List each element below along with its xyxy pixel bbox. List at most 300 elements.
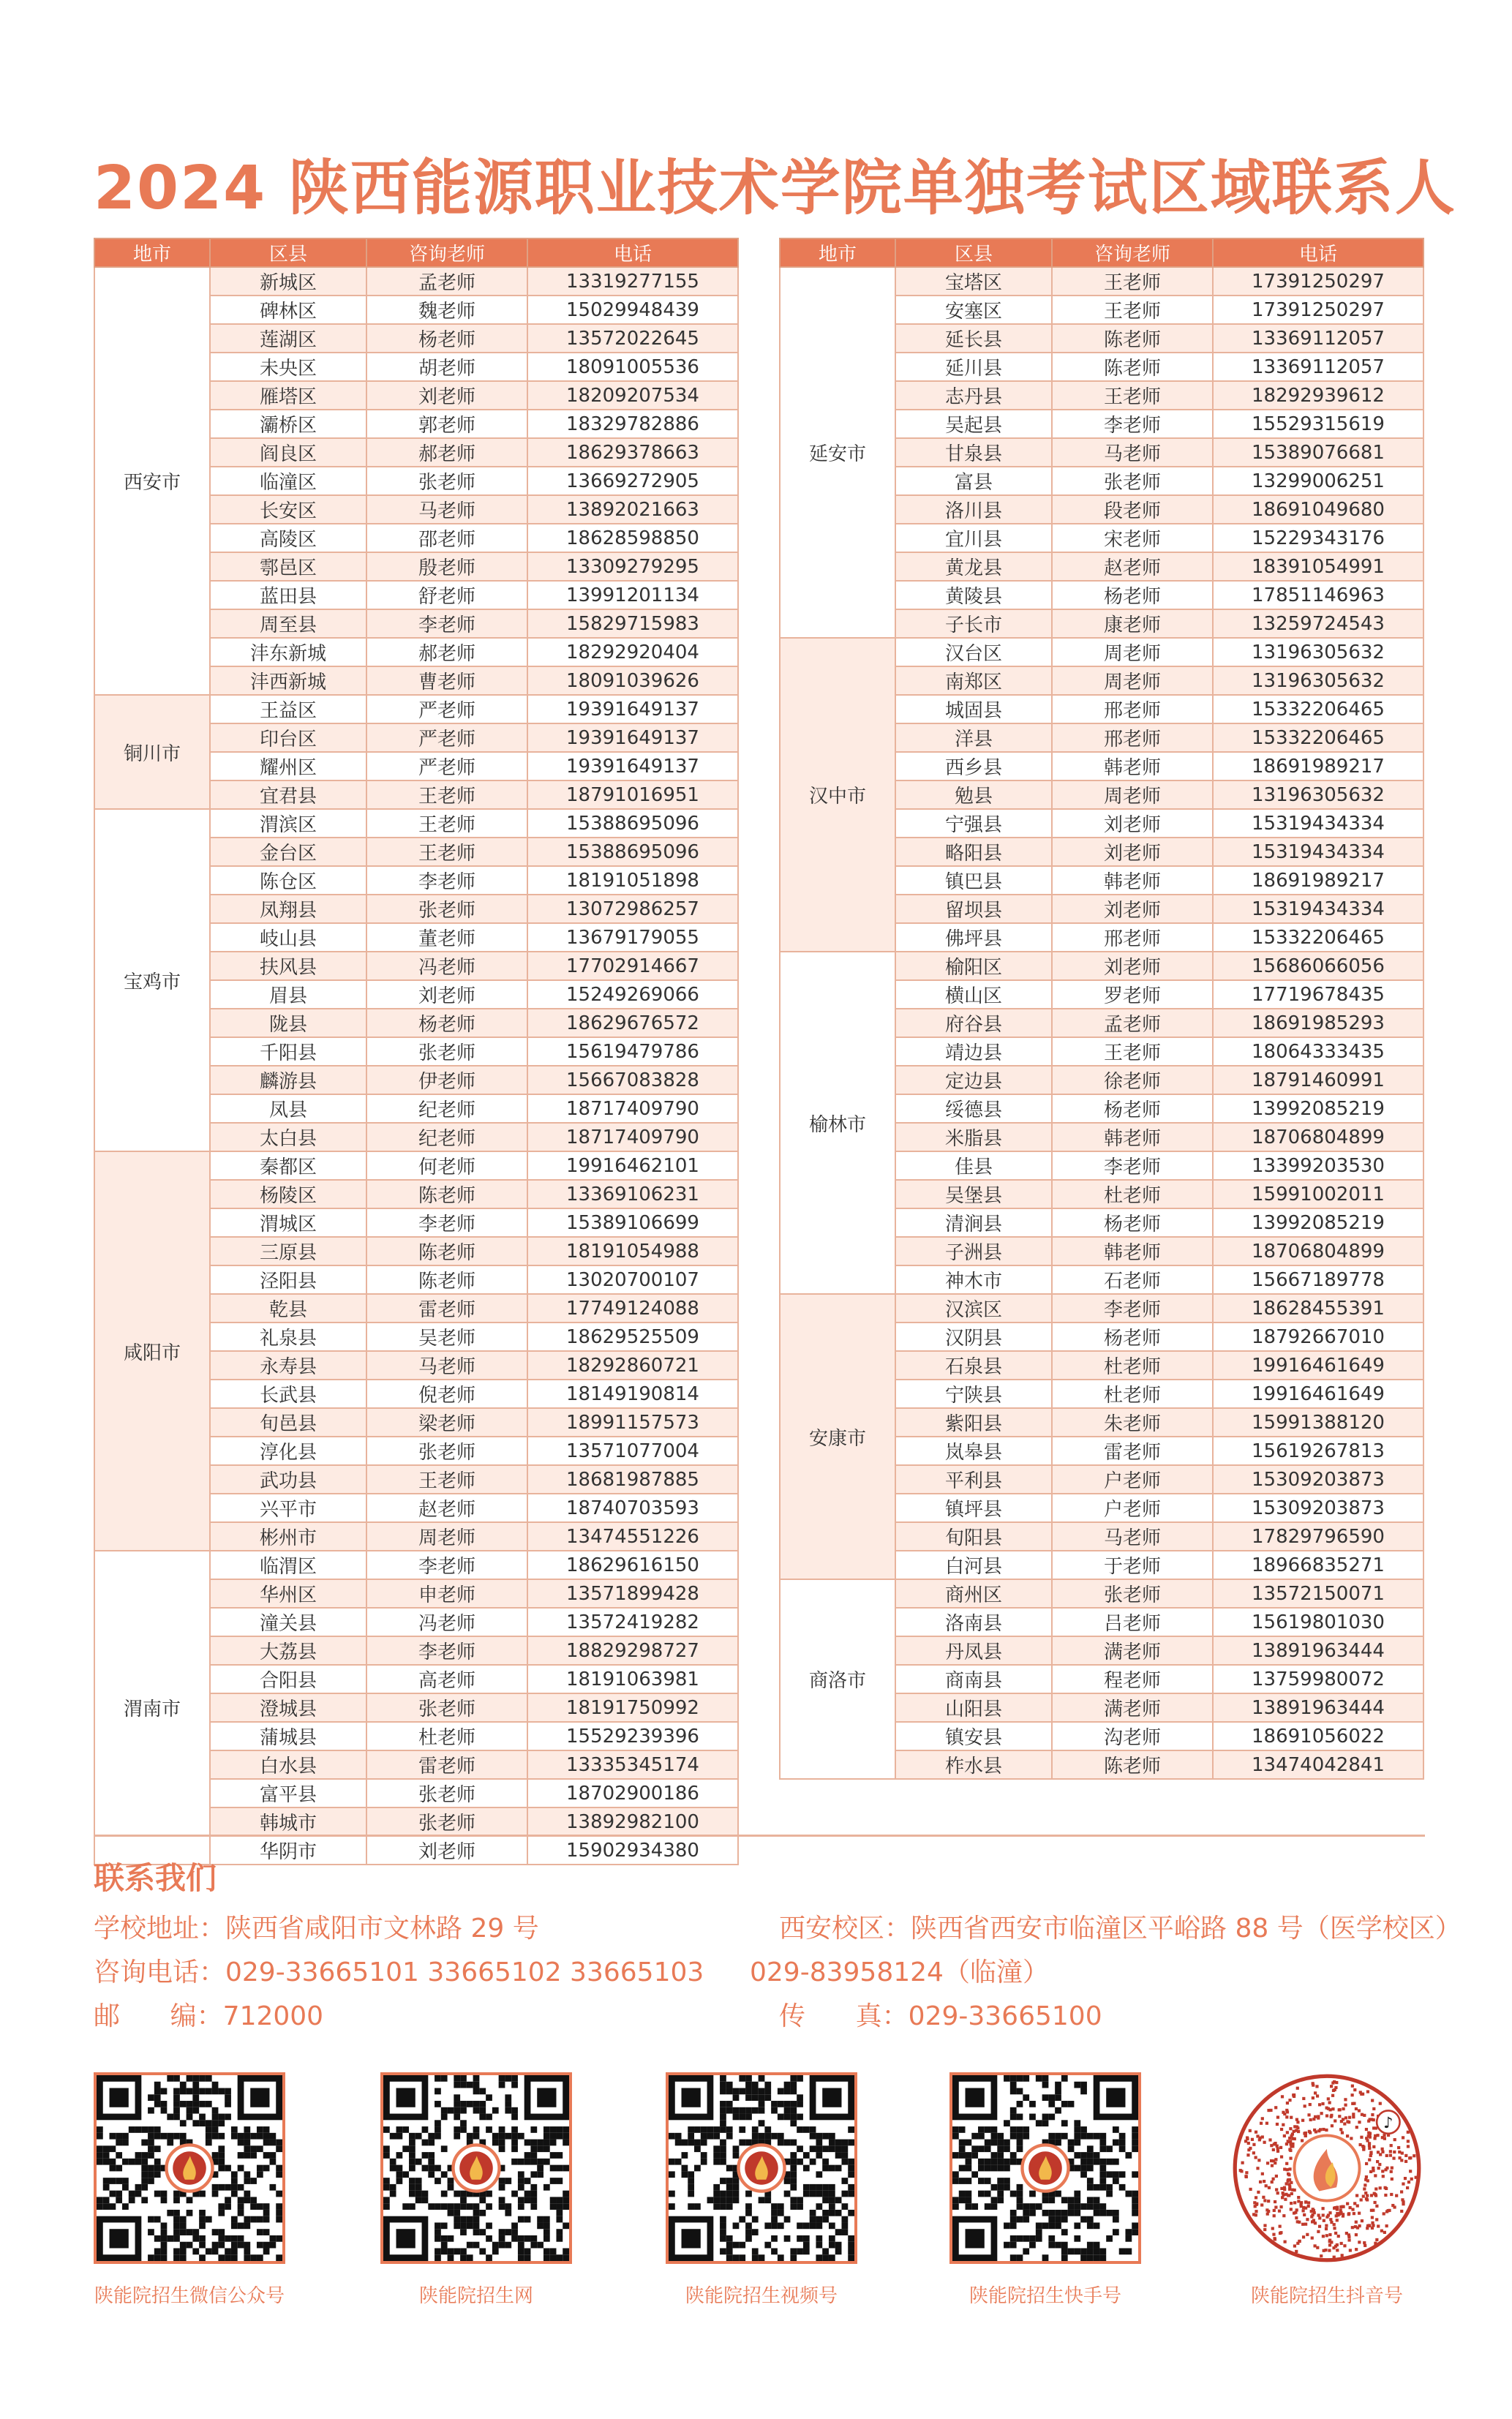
teacher-cell: 张老师 [366, 1437, 527, 1465]
district-cell: 三原县 [210, 1237, 366, 1265]
phone-cell[interactable]: 18191063981 [527, 1665, 738, 1693]
phone-cell[interactable]: 13669272905 [527, 467, 738, 495]
district-cell: 镇安县 [895, 1722, 1052, 1750]
teacher-cell: 胡老师 [366, 353, 527, 381]
phone-cell[interactable]: 15388695096 [527, 809, 738, 838]
table-row [780, 1294, 1423, 1323]
district-cell: 澄城县 [210, 1693, 366, 1722]
phone-cell[interactable]: 17749124088 [527, 1294, 738, 1323]
phone-cell[interactable]: 15619267813 [1213, 1437, 1423, 1465]
teacher-cell: 王老师 [366, 1465, 527, 1494]
district-cell: 略阳县 [895, 838, 1052, 866]
district-cell: 陇县 [210, 1009, 366, 1037]
phone-cell[interactable]: 13309279295 [527, 552, 738, 581]
teacher-cell: 满老师 [1052, 1693, 1213, 1722]
district-cell: 潼关县 [210, 1608, 366, 1636]
district-cell: 绥德县 [895, 1094, 1052, 1123]
section-divider [94, 1835, 1425, 1837]
district-cell: 长安区 [210, 495, 366, 524]
phone-cell[interactable]: 13992085219 [1213, 1208, 1423, 1237]
contact-title: 联系我们 [94, 1860, 217, 1896]
teacher-cell: 郝老师 [366, 638, 527, 666]
district-cell: 汉台区 [895, 638, 1052, 666]
teacher-cell: 张老师 [366, 467, 527, 495]
district-cell: 千阳县 [210, 1037, 366, 1066]
teacher-cell: 李老师 [366, 1208, 527, 1237]
district-cell: 定边县 [895, 1066, 1052, 1094]
phone-cell[interactable]: 18691049680 [1213, 495, 1423, 524]
phone-cell[interactable]: 13072986257 [527, 895, 738, 923]
teacher-cell: 韩老师 [1052, 866, 1213, 895]
teacher-cell: 刘老师 [1052, 895, 1213, 923]
teacher-cell: 罗老师 [1052, 980, 1213, 1009]
teacher-cell: 陈老师 [366, 1265, 527, 1294]
phone-cell[interactable]: 18292939612 [1213, 381, 1423, 410]
qr-label-kuaishou: 陕能院招生快手号 [968, 2285, 1121, 2307]
teacher-cell: 韩老师 [1052, 752, 1213, 780]
phone-cell[interactable]: 13196305632 [1213, 780, 1423, 809]
city-cell: 铜川市 [94, 695, 210, 809]
phone-cell[interactable]: 15249269066 [527, 980, 738, 1009]
teacher-cell: 段老师 [1052, 495, 1213, 524]
district-cell: 吴起县 [895, 410, 1052, 438]
video-qr-code[interactable] [666, 2072, 857, 2264]
phone-cell[interactable]: 17719678435 [1213, 980, 1423, 1009]
phone-cell[interactable]: 18706804899 [1213, 1123, 1423, 1151]
phone-cell[interactable]: 19916461649 [1213, 1380, 1423, 1408]
header-city: 地市 [94, 238, 210, 267]
district-cell: 韩城市 [210, 1807, 366, 1836]
teacher-cell: 杨老师 [1052, 1323, 1213, 1351]
table-row [780, 952, 1423, 980]
table-row [780, 267, 1423, 296]
district-cell: 礼泉县 [210, 1323, 366, 1351]
phone-cell[interactable]: 13991201134 [527, 581, 738, 609]
district-cell: 临潼区 [210, 467, 366, 495]
district-cell: 耀州区 [210, 752, 366, 780]
phone-cell[interactable]: 13572419282 [527, 1608, 738, 1636]
district-cell: 商南县 [895, 1665, 1052, 1693]
phone-cell[interactable]: 18791460991 [1213, 1066, 1423, 1094]
district-cell: 白水县 [210, 1750, 366, 1779]
phone-cell[interactable]: 18292860721 [527, 1351, 738, 1380]
teacher-cell: 满老师 [1052, 1636, 1213, 1665]
district-cell: 丹凤县 [895, 1636, 1052, 1665]
phone-cell[interactable]: 13369112057 [1213, 324, 1423, 353]
teacher-cell: 赵老师 [366, 1494, 527, 1522]
district-cell: 泾阳县 [210, 1265, 366, 1294]
phone-cell[interactable]: 18628455391 [1213, 1294, 1423, 1323]
teacher-cell: 董老师 [366, 923, 527, 952]
phone-cell[interactable]: 18691985293 [1213, 1009, 1423, 1037]
teacher-cell: 李老师 [1052, 1151, 1213, 1180]
teacher-cell: 申老师 [366, 1579, 527, 1608]
district-cell: 城固县 [895, 695, 1052, 723]
table-row [94, 1551, 738, 1579]
district-cell: 旬邑县 [210, 1408, 366, 1437]
phone-cell[interactable]: 18691056022 [1213, 1722, 1423, 1750]
teacher-cell: 纪老师 [366, 1123, 527, 1151]
teacher-cell: 杨老师 [1052, 1208, 1213, 1237]
district-cell: 富县 [895, 467, 1052, 495]
teacher-cell: 张老师 [366, 1807, 527, 1836]
teacher-cell: 邢老师 [1052, 923, 1213, 952]
phone-cell[interactable]: 17391250297 [1213, 296, 1423, 324]
table-row [94, 1151, 738, 1180]
phone-cell[interactable]: 13259724543 [1213, 609, 1423, 638]
phone-cell[interactable]: 18691989217 [1213, 752, 1423, 780]
phone-cell[interactable]: 13759980072 [1213, 1665, 1423, 1693]
header-teacher: 咨询老师 [1052, 238, 1213, 267]
teacher-cell: 邢老师 [1052, 723, 1213, 752]
city-cell: 汉中市 [780, 638, 895, 952]
phone-cell[interactable]: 13020700107 [527, 1265, 738, 1294]
phone-cell[interactable]: 15319434334 [1213, 809, 1423, 838]
district-cell: 凤翔县 [210, 895, 366, 923]
wechat-qr-code[interactable] [94, 2072, 285, 2264]
teacher-cell: 何老师 [366, 1151, 527, 1180]
district-cell: 凤县 [210, 1094, 366, 1123]
phone-cell[interactable]: 13572150071 [1213, 1579, 1423, 1608]
phone-cell[interactable]: 18329782886 [527, 410, 738, 438]
teacher-cell: 梁老师 [366, 1408, 527, 1437]
district-cell: 宜君县 [210, 780, 366, 809]
teacher-cell: 李老师 [366, 866, 527, 895]
district-cell: 南郑区 [895, 666, 1052, 695]
phone-cell[interactable]: 17829796590 [1213, 1522, 1423, 1551]
phone-cell[interactable]: 18191750992 [527, 1693, 738, 1722]
district-cell: 西乡县 [895, 752, 1052, 780]
teacher-cell: 杨老师 [1052, 581, 1213, 609]
teacher-cell: 雷老师 [1052, 1437, 1213, 1465]
phone-cell[interactable]: 13571899428 [527, 1579, 738, 1608]
teacher-cell: 陈老师 [1052, 324, 1213, 353]
qr-label-wechat: 陕能院招生微信公众号 [94, 2285, 285, 2307]
teacher-cell: 户老师 [1052, 1465, 1213, 1494]
header-teacher: 咨询老师 [366, 238, 527, 267]
district-cell: 黄陵县 [895, 581, 1052, 609]
table-row [94, 267, 738, 296]
website-qr-code[interactable] [380, 2072, 572, 2264]
district-cell: 富平县 [210, 1779, 366, 1807]
page-title: 2024 陕西能源职业技术学院单独考试区域联系人 [94, 154, 1456, 223]
phone-cell[interactable]: 13474551226 [527, 1522, 738, 1551]
teacher-cell: 李老师 [1052, 1294, 1213, 1323]
district-cell: 佛坪县 [895, 923, 1052, 952]
district-cell: 合阳县 [210, 1665, 366, 1693]
teacher-cell: 魏老师 [366, 296, 527, 324]
district-cell: 勉县 [895, 780, 1052, 809]
city-cell: 渭南市 [94, 1551, 210, 1865]
district-cell: 志丹县 [895, 381, 1052, 410]
phone-cell[interactable]: 13196305632 [1213, 666, 1423, 695]
district-cell: 米脂县 [895, 1123, 1052, 1151]
teacher-cell: 康老师 [1052, 609, 1213, 638]
teacher-cell: 李老师 [366, 609, 527, 638]
teacher-cell: 张老师 [366, 1779, 527, 1807]
phone-cell[interactable]: 18629378663 [527, 438, 738, 467]
teacher-cell: 王老师 [1052, 296, 1213, 324]
district-cell: 靖边县 [895, 1037, 1052, 1066]
table-row [780, 638, 1423, 666]
phone-cell[interactable]: 18391054991 [1213, 552, 1423, 581]
phone-cell[interactable]: 18628598850 [527, 524, 738, 552]
phone-cell[interactable]: 18149190814 [527, 1380, 738, 1408]
phone-cell[interactable]: 18629525509 [527, 1323, 738, 1351]
consult-phone: 咨询电话：029-33665101 33665102 33665103 [94, 1957, 704, 1987]
teacher-cell: 石老师 [1052, 1265, 1213, 1294]
teacher-cell: 马老师 [1052, 438, 1213, 467]
header-phone: 电话 [527, 238, 738, 267]
teacher-cell: 刘老师 [366, 1836, 527, 1865]
district-cell: 永寿县 [210, 1351, 366, 1380]
district-cell: 未央区 [210, 353, 366, 381]
phone-cell[interactable]: 17391250297 [1213, 267, 1423, 296]
phone-cell[interactable]: 19391649137 [527, 723, 738, 752]
phone-cell[interactable]: 13335345174 [527, 1750, 738, 1779]
phone-cell[interactable]: 13319277155 [527, 267, 738, 296]
teacher-cell: 李老师 [366, 1636, 527, 1665]
phone-cell[interactable]: 13299006251 [1213, 467, 1423, 495]
district-cell: 大荔县 [210, 1636, 366, 1665]
teacher-cell: 冯老师 [366, 1608, 527, 1636]
header-city: 地市 [780, 238, 895, 267]
phone-cell[interactable]: 15388695096 [527, 838, 738, 866]
phone-cell[interactable]: 15319434334 [1213, 838, 1423, 866]
teacher-cell: 张老师 [1052, 467, 1213, 495]
phone-cell[interactable]: 19391649137 [527, 752, 738, 780]
district-cell: 子洲县 [895, 1237, 1052, 1265]
qr-code-icon [97, 2075, 282, 2261]
district-cell: 王益区 [210, 695, 366, 723]
district-cell: 吴堡县 [895, 1180, 1052, 1208]
phone-cell[interactable]: 15619801030 [1213, 1608, 1423, 1636]
teacher-cell: 杜老师 [1052, 1180, 1213, 1208]
qr-code-icon [952, 2075, 1138, 2261]
district-cell: 秦都区 [210, 1151, 366, 1180]
district-cell: 杨陵区 [210, 1180, 366, 1208]
teacher-cell: 赵老师 [1052, 552, 1213, 581]
teacher-cell: 杨老师 [366, 1009, 527, 1037]
phone-cell[interactable]: 13892982100 [527, 1807, 738, 1836]
teacher-cell: 王老师 [366, 780, 527, 809]
teacher-cell: 刘老师 [1052, 809, 1213, 838]
district-cell: 印台区 [210, 723, 366, 752]
phone-cell[interactable]: 18629616150 [527, 1551, 738, 1579]
phone-cell[interactable]: 18792667010 [1213, 1323, 1423, 1351]
phone-cell[interactable]: 18991157573 [527, 1408, 738, 1437]
phone-cell[interactable]: 15829715983 [527, 609, 738, 638]
teacher-cell: 王老师 [1052, 1037, 1213, 1066]
teacher-cell: 王老师 [366, 838, 527, 866]
phone-cell[interactable]: 18791016951 [527, 780, 738, 809]
phone-cell[interactable]: 17851146963 [1213, 581, 1423, 609]
district-cell: 商州区 [895, 1579, 1052, 1608]
district-cell: 佳县 [895, 1151, 1052, 1180]
district-cell: 甘泉县 [895, 438, 1052, 467]
district-cell: 渭滨区 [210, 809, 366, 838]
phone-cell[interactable]: 15991388120 [1213, 1408, 1423, 1437]
qr-code-icon [669, 2075, 854, 2261]
phone-cell[interactable]: 15529315619 [1213, 410, 1423, 438]
phone-cell[interactable]: 15686066056 [1213, 952, 1423, 980]
phone-cell[interactable]: 13679179055 [527, 923, 738, 952]
phone-cell[interactable]: 13992085219 [1213, 1094, 1423, 1123]
phone-cell[interactable]: 18829298727 [527, 1636, 738, 1665]
phone-cell[interactable]: 15309203873 [1213, 1494, 1423, 1522]
contacts-table-left [94, 238, 739, 1865]
phone-cell[interactable]: 15619479786 [527, 1037, 738, 1066]
teacher-cell: 李老师 [1052, 410, 1213, 438]
teacher-cell: 雷老师 [366, 1294, 527, 1323]
fax: 传 真：029-33665100 [779, 2001, 1102, 2031]
phone-cell[interactable]: 13369106231 [527, 1180, 738, 1208]
district-cell: 延长县 [895, 324, 1052, 353]
city-cell: 咸阳市 [94, 1151, 210, 1551]
phone-cell[interactable]: 18064333435 [1213, 1037, 1423, 1066]
phone-cell[interactable]: 15319434334 [1213, 895, 1423, 923]
table-row [94, 809, 738, 838]
phone-cell[interactable]: 15667189778 [1213, 1265, 1423, 1294]
phone-cell[interactable]: 13369112057 [1213, 353, 1423, 381]
phone-cell[interactable]: 19391649137 [527, 695, 738, 723]
district-cell: 太白县 [210, 1123, 366, 1151]
douyin-code[interactable] [1231, 2072, 1423, 2264]
teacher-cell: 马老师 [1052, 1522, 1213, 1551]
phone-cell[interactable]: 17702914667 [527, 952, 738, 980]
district-cell: 安塞区 [895, 296, 1052, 324]
phone-cell[interactable]: 13572022645 [527, 324, 738, 353]
phone-cell[interactable]: 13571077004 [527, 1437, 738, 1465]
phone-cell[interactable]: 13474042841 [1213, 1750, 1423, 1779]
teacher-cell: 李老师 [366, 1551, 527, 1579]
teacher-cell: 邢老师 [1052, 695, 1213, 723]
phone-cell[interactable]: 15902934380 [527, 1836, 738, 1865]
district-cell: 麟游县 [210, 1066, 366, 1094]
phone-cell[interactable]: 18966835271 [1213, 1551, 1423, 1579]
district-cell: 神木市 [895, 1265, 1052, 1294]
district-cell: 莲湖区 [210, 324, 366, 353]
phone-cell[interactable]: 18091039626 [527, 666, 738, 695]
svg-text:♪: ♪ [1383, 2113, 1393, 2132]
district-cell: 雁塔区 [210, 381, 366, 410]
phone-cell[interactable]: 18292920404 [527, 638, 738, 666]
teacher-cell: 陈老师 [1052, 353, 1213, 381]
teacher-cell: 杨老师 [366, 324, 527, 353]
phone-cell[interactable]: 18629676572 [527, 1009, 738, 1037]
phone-cell[interactable]: 18706804899 [1213, 1237, 1423, 1265]
phone-cell[interactable]: 15029948439 [527, 296, 738, 324]
teacher-cell: 张老师 [1052, 1579, 1213, 1608]
phone-cell[interactable]: 18691989217 [1213, 866, 1423, 895]
phone-cell[interactable]: 18091005536 [527, 353, 738, 381]
phone-cell[interactable]: 18191051898 [527, 866, 738, 895]
teacher-cell: 徐老师 [1052, 1066, 1213, 1094]
consult-phone-lintong: 029-83958124（临潼） [750, 1957, 1049, 1987]
teacher-cell: 沟老师 [1052, 1722, 1213, 1750]
teacher-cell: 陈老师 [366, 1237, 527, 1265]
district-cell: 眉县 [210, 980, 366, 1009]
header-district: 区县 [210, 238, 366, 267]
phone-cell[interactable]: 13399203530 [1213, 1151, 1423, 1180]
city-cell: 安康市 [780, 1294, 895, 1579]
kuaishou-qr-code[interactable] [949, 2072, 1141, 2264]
district-cell: 蓝田县 [210, 581, 366, 609]
district-cell: 华州区 [210, 1579, 366, 1608]
city-cell: 西安市 [94, 267, 210, 695]
phone-cell[interactable]: 15332206465 [1213, 723, 1423, 752]
district-cell: 武功县 [210, 1465, 366, 1494]
phone-cell[interactable]: 13891963444 [1213, 1693, 1423, 1722]
teacher-cell: 张老师 [366, 895, 527, 923]
phone-cell[interactable]: 19916461649 [1213, 1351, 1423, 1380]
phone-cell[interactable]: 18191054988 [527, 1237, 738, 1265]
teacher-cell: 杜老师 [1052, 1380, 1213, 1408]
teacher-cell: 马老师 [366, 495, 527, 524]
phone-cell[interactable]: 18681987885 [527, 1465, 738, 1494]
phone-cell[interactable]: 15389106699 [527, 1208, 738, 1237]
teacher-cell: 朱老师 [1052, 1408, 1213, 1437]
teacher-cell: 杜老师 [366, 1722, 527, 1750]
district-cell: 洛南县 [895, 1608, 1052, 1636]
teacher-cell: 周老师 [366, 1522, 527, 1551]
qr-code-icon [383, 2075, 569, 2261]
district-cell: 金台区 [210, 838, 366, 866]
douyin-code-icon [1231, 2072, 1423, 2264]
teacher-cell: 周老师 [1052, 638, 1213, 666]
phone-cell[interactable]: 15332206465 [1213, 923, 1423, 952]
phone-cell[interactable]: 15991002011 [1213, 1180, 1423, 1208]
teacher-cell: 郭老师 [366, 410, 527, 438]
phone-cell[interactable]: 19916462101 [527, 1151, 738, 1180]
phone-cell[interactable]: 18702900186 [527, 1779, 738, 1807]
phone-cell[interactable]: 15529239396 [527, 1722, 738, 1750]
phone-cell[interactable]: 18740703593 [527, 1494, 738, 1522]
district-cell: 渭城区 [210, 1208, 366, 1237]
phone-cell[interactable]: 18717409790 [527, 1123, 738, 1151]
district-cell: 临渭区 [210, 1551, 366, 1579]
city-cell: 商洛市 [780, 1579, 895, 1779]
district-cell: 平利县 [895, 1465, 1052, 1494]
phone-cell[interactable]: 15389076681 [1213, 438, 1423, 467]
phone-cell[interactable]: 18209207534 [527, 381, 738, 410]
phone-cell[interactable]: 15309203873 [1213, 1465, 1423, 1494]
teacher-cell: 雷老师 [366, 1750, 527, 1779]
teacher-cell: 孟老师 [366, 267, 527, 296]
teacher-cell: 刘老师 [1052, 838, 1213, 866]
table-row [94, 695, 738, 723]
phone-cell[interactable]: 15332206465 [1213, 695, 1423, 723]
district-cell: 高陵区 [210, 524, 366, 552]
phone-cell[interactable]: 13891963444 [1213, 1636, 1423, 1665]
phone-cell[interactable]: 13196305632 [1213, 638, 1423, 666]
district-cell: 扶风县 [210, 952, 366, 980]
district-cell: 蒲城县 [210, 1722, 366, 1750]
teacher-cell: 殷老师 [366, 552, 527, 581]
district-cell: 淳化县 [210, 1437, 366, 1465]
phone-cell[interactable]: 15229343176 [1213, 524, 1423, 552]
district-cell: 宁陕县 [895, 1380, 1052, 1408]
phone-cell[interactable]: 13892021663 [527, 495, 738, 524]
teacher-cell: 宋老师 [1052, 524, 1213, 552]
district-cell: 兴平市 [210, 1494, 366, 1522]
phone-cell[interactable]: 15667083828 [527, 1066, 738, 1094]
phone-cell[interactable]: 18717409790 [527, 1094, 738, 1123]
city-cell: 榆林市 [780, 952, 895, 1294]
postcode: 邮 编：712000 [94, 2001, 324, 2031]
table-row [780, 1579, 1423, 1608]
qr-label-website: 陕能院招生网 [418, 2285, 533, 2307]
